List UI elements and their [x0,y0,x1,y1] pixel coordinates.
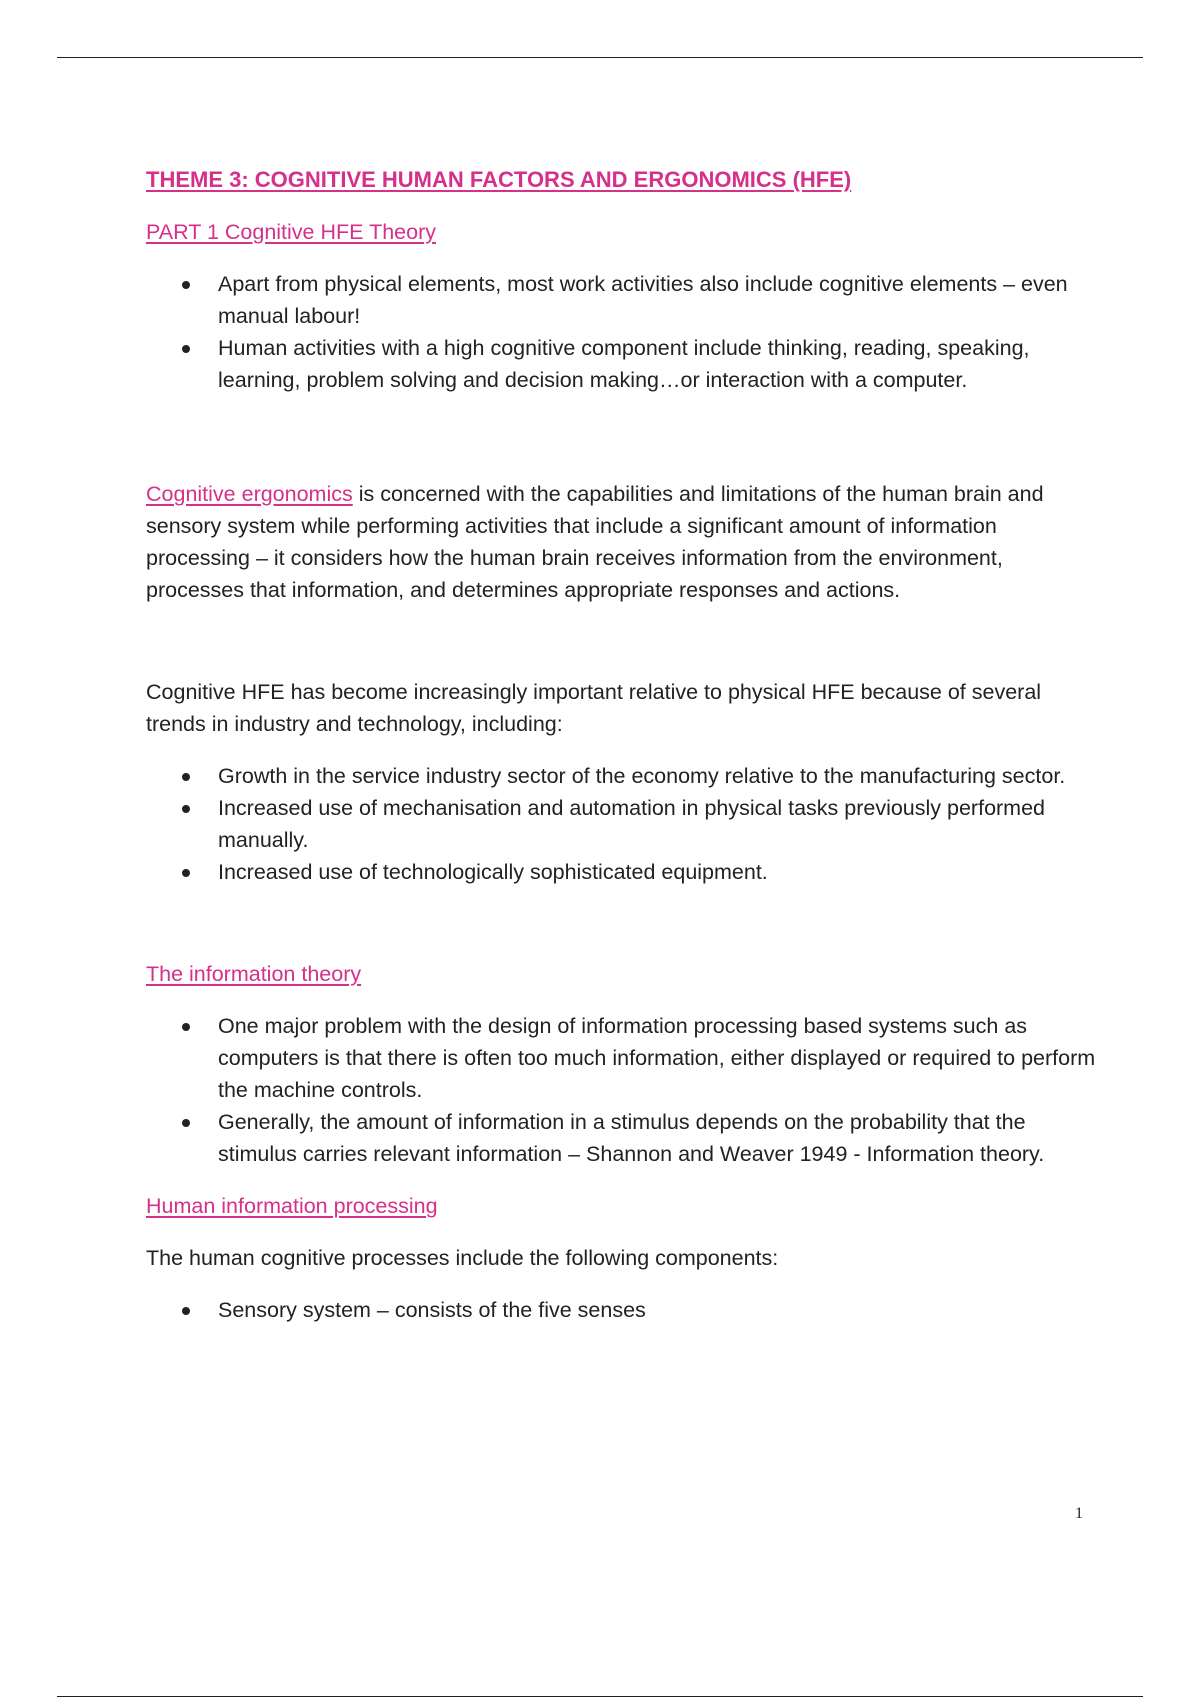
bullet-icon [182,1023,190,1031]
bullet-icon [182,281,190,289]
bullet-icon [182,1119,190,1127]
list-item: Human activities with a high cognitive component include thinking, reading, speaking, learning, problem solving and decision making…or interaction with a computer. [218,332,1096,396]
list-item: One major problem with the design of information processing based systems such as computers is that there is often too much information, either displayed or required to perform the machine controls. [218,1010,1096,1106]
bullet-icon [182,869,190,877]
bullet-icon [182,345,190,353]
part1-heading: PART 1 Cognitive HFE Theory [146,220,436,244]
bullet-icon [182,1307,190,1315]
cognitive-ergonomics-term: Cognitive ergonomics [146,482,353,506]
page-number: 1 [1075,1505,1083,1522]
list-item: Growth in the service industry sector of the economy relative to the manufacturing sector. [218,760,1096,792]
human-information-processing-heading: Human information processing [146,1194,438,1218]
list-item: Sensory system – consists of the five senses [218,1294,1096,1326]
information-theory-heading: The information theory [146,962,362,986]
information-theory-bullet-list [146,1010,1096,1170]
bullet-icon [182,805,190,813]
list-item: Generally, the amount of information in a stimulus depends on the probability that the stimulus carries relevant information – Shannon and Weaver 1949 - Information theory. [218,1106,1096,1170]
list-item: Increased use of technologically sophisticated equipment. [218,856,1096,888]
trend-bullet-list [146,760,1096,888]
cognitive-ergonomics-paragraph: Cognitive ergonomics is concerned with the capabilities and limitations of the human brain and sensory system while performing activities that include a significant amount of information processing – it considers how the human brain receives information from the environment, processes that information, and determines appropriate responses and actions. [146,482,1044,602]
document-title: THEME 3: COGNITIVE HUMAN FACTORS AND ERGONOMICS (HFE) [146,167,852,192]
hip-bullet-list [146,1294,1096,1326]
trends-intro-paragraph: Cognitive HFE has become increasingly important relative to physical HFE because of several trends in industry and technology, including: [146,680,1042,736]
list-item: Apart from physical elements, most work activities also include cognitive elements – even manual labour! [218,268,1096,332]
intro-bullet-list [146,268,1096,396]
document-body [146,164,1096,1326]
bullet-icon [182,773,190,781]
top-rule [57,57,1143,58]
bottom-rule [57,1696,1143,1697]
hip-intro-paragraph: The human cognitive processes include the following components: [146,1246,779,1270]
list-item: Increased use of mechanisation and automation in physical tasks previously performed manually. [218,792,1096,856]
